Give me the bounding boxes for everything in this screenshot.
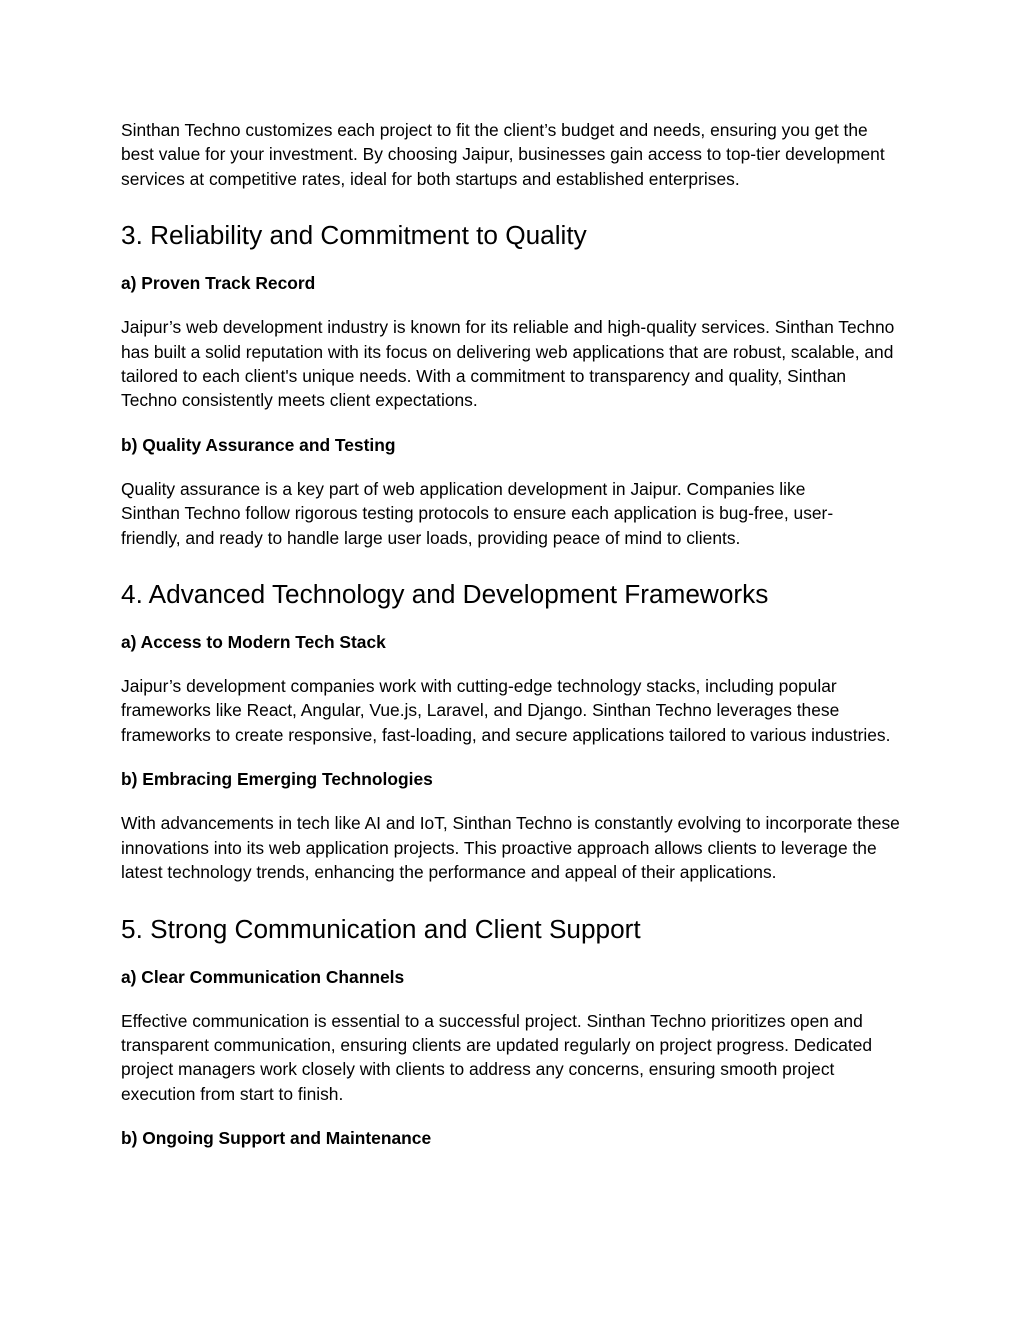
subsection-body-3b: Quality assurance is a key part of web application development in Jaipur. Companies like Sinthan Techno follow rigorous testing protocols to ensure each application is bug-free, user-friendly, and ready to handle large user loads, providing peace of mind to clients. xyxy=(121,478,834,548)
subsection-heading-4a: a) Access to Modern Tech Stack xyxy=(121,632,386,653)
subsection-body-4a: Jaipur’s development companies work with cutting-edge technology stacks, including popular frameworks like React, Angular, Vue.js, Laravel, and Django. Sinthan Techno leverages these frameworks to create responsive, fast-loading, and secure applications tailored to various industries. xyxy=(121,676,891,745)
section-heading-4: 4. Advanced Technology and Development Frameworks xyxy=(121,579,769,610)
subsection-body-5a: Effective communication is essential to a successful project. Sinthan Techno prioritizes open and transparent communication, ensuring clients are updated regularly on project progress. Dedicated project managers work closely with clients to address any concerns, ensuring smooth project execution from start to finish. xyxy=(121,1010,873,1104)
section-heading-3: 3. Reliability and Commitment to Quality xyxy=(121,220,587,251)
subsection-heading-3a: a) Proven Track Record xyxy=(121,273,316,294)
subsection-heading-4b: b) Embracing Emerging Technologies xyxy=(121,769,433,790)
document-page xyxy=(121,118,911,1150)
section-heading-5: 5. Strong Communication and Client Support xyxy=(121,913,641,944)
subsection-heading-5a: a) Clear Communication Channels xyxy=(121,966,405,987)
subsection-body-3a: Jaipur’s web development industry is known for its reliable and high-quality services. Sinthan Techno has built a solid reputation with its focus on delivering web applications that are robust, scalable, and tailored to each client's unique needs. With a commitment to transparency and quality, Sinthan Techno consistently meets client expectations. xyxy=(121,317,895,411)
intro-paragraph: Sinthan Techno customizes each project to fit the client’s budget and needs, ensuring you get the best value for your investment. By choosing Jaipur, businesses gain access to top-tier development services at competitive rates, ideal for both startups and established enterprises. xyxy=(121,120,885,189)
subsection-heading-3b: b) Quality Assurance and Testing xyxy=(121,434,396,455)
subsection-body-4b: With advancements in tech like AI and IoT, Sinthan Techno is constantly evolving to incorporate these innovations into its web application projects. This proactive approach allows clients to leverage the latest technology trends, enhancing the performance and appeal of their applications. xyxy=(121,813,900,883)
subsection-heading-5b: b) Ongoing Support and Maintenance xyxy=(121,1128,432,1149)
